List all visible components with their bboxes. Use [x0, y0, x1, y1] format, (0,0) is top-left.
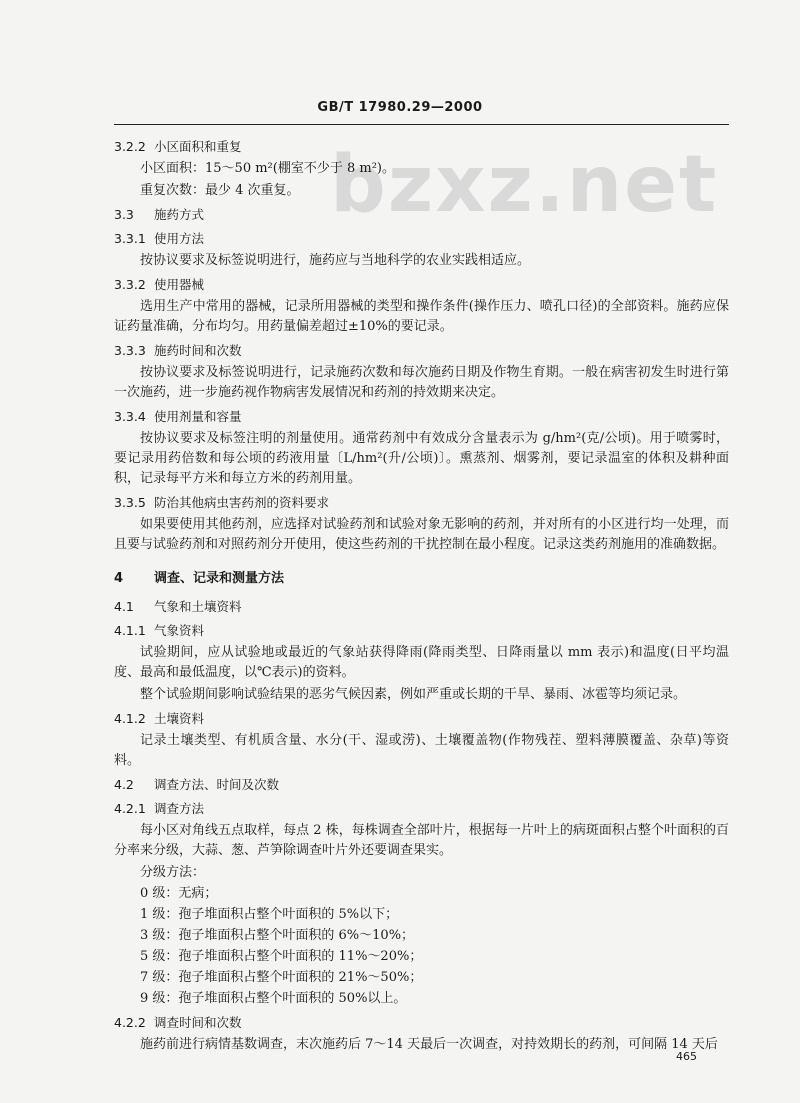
document-body [114, 133, 729, 1057]
paragraph: 按协议要求及标签说明进行，记录施药次数和每次施药日期及作物生育期。一般在病害初发生时进行第一次施药，进一步施药视作物病害发展情况和药剂的持效期来决定。 [114, 365, 729, 400]
section-title: 气象和土壤资料 [154, 599, 242, 614]
paragraph: 按协议要求及标签说明进行，施药应与当地科学的农业实践相适应。 [140, 253, 531, 268]
paragraph: 每小区对角线五点取样，每点 2 株，每株调查全部叶片，根据每一片叶上的病斑面积占整个叶面积的百分率来分级，大蒜、葱、芦笋除调查叶片外还要调查果实。 [114, 823, 729, 858]
paragraph: 重复次数：最少 4 次重复。 [140, 183, 300, 198]
paragraph: 按协议要求及标签注明的剂量使用。通常药剂中有效成分含量表示为 g/hm²(克/公顷)。用于喷雾时，要记录用药倍数和每公顷的药液用量〔L/hm²(升/公顷)〕。熏蒸剂、烟雾剂，要记录温室的体积及耕种面积，记录每平方米和每立方米的药剂用量。 [114, 431, 729, 486]
section-heading [114, 229, 729, 249]
section-number: 4 [114, 571, 124, 586]
watermark: bzxz.net [330, 140, 719, 230]
section-title: 调查、记录和测量方法 [154, 571, 285, 586]
section-heading [114, 775, 729, 795]
section-number: 3.3.1 [114, 231, 146, 246]
section-title: 小区面积和重复 [154, 139, 242, 154]
section-title: 施药时间和次数 [154, 343, 242, 358]
paragraph: 试验期间，应从试验地或最近的气象站获得降雨(降雨类型、日降雨量以 mm 表示)和温度(日平均温度、最高和最低温度，以℃表示)的资料。 [114, 645, 729, 680]
section-number: 3.3.3 [114, 343, 146, 358]
page-header: GB/T 17980.29—2000 [317, 100, 483, 115]
section-heading [114, 799, 729, 819]
section-number: 3.3.2 [114, 277, 146, 292]
section-number: 4.2 [114, 777, 134, 792]
section-number: 3.2.2 [114, 139, 146, 154]
section-heading [114, 1013, 729, 1033]
section-title: 防治其他病虫害药剂的资料要求 [154, 495, 330, 510]
section-heading [114, 569, 729, 589]
grade-item: 5 级：孢子堆面积占整个叶面积的 11%～20%； [140, 949, 423, 964]
grade-item: 9 级：孢子堆面积占整个叶面积的 50%以上。 [140, 991, 407, 1006]
section-title: 施药方式 [154, 207, 205, 222]
paragraph: 小区面积：15～50 m²(棚室不少于 8 m²)。 [140, 161, 395, 176]
grade-item: 分级方法： [140, 865, 206, 880]
section-title: 气象资料 [154, 623, 205, 638]
grade-item: 3 级：孢子堆面积占整个叶面积的 6%～10%； [140, 928, 415, 943]
paragraph: 施药前进行病情基数调查，末次施药后 7～14 天最后一次调查，对持效期长的药剂，可间隔 14 天后 [140, 1037, 718, 1052]
header-rule [114, 124, 729, 125]
page-number: 465 [676, 1050, 697, 1063]
section-number: 3.3.5 [114, 495, 146, 510]
section-title: 土壤资料 [154, 711, 205, 726]
section-title: 调查方法、时间及次数 [154, 777, 280, 792]
section-heading [114, 493, 729, 513]
section-number: 4.1 [114, 599, 134, 614]
section-title: 使用剂量和容量 [154, 409, 242, 424]
paragraph: 如果要使用其他药剂，应选择对试验药剂和试验对象无影响的药剂，并对所有的小区进行均一处理，而且要与试验药剂和对照药剂分开使用，使这些药剂的干扰控制在最小程度。记录这类药剂施用的准确数据。 [114, 517, 729, 552]
section-heading [114, 341, 729, 361]
grade-item: 7 级：孢子堆面积占整个叶面积的 21%～50%； [140, 970, 423, 985]
section-heading [114, 709, 729, 729]
paragraph: 记录土壤类型、有机质含量、水分(干、湿或涝)、土壤覆盖物(作物残茬、塑料薄膜覆盖、杂草)等资料。 [114, 733, 729, 768]
section-title: 调查时间和次数 [154, 1015, 242, 1030]
section-number: 3.3.4 [114, 409, 146, 424]
section-number: 3.3 [114, 207, 134, 222]
paragraph: 选用生产中常用的器械，记录所用器械的类型和操作条件(操作压力、喷孔口径)的全部资料。施药应保证药量准确，分布均匀。用药量偏差超过±10%的要记录。 [114, 299, 729, 334]
grade-item: 1 级：孢子堆面积占整个叶面积的 5%以下； [140, 907, 399, 922]
section-number: 4.1.1 [114, 623, 146, 638]
section-heading [114, 597, 729, 617]
section-title: 使用方法 [154, 231, 205, 246]
section-number: 4.2.2 [114, 1015, 146, 1030]
section-title: 调查方法 [154, 801, 205, 816]
section-heading [114, 275, 729, 295]
section-title: 使用器械 [154, 277, 205, 292]
section-number: 4.2.1 [114, 801, 146, 816]
paragraph: 整个试验期间影响试验结果的恶劣气候因素，例如严重或长期的干旱、暴雨、冰雹等均须记录。 [140, 687, 687, 702]
section-heading [114, 407, 729, 427]
section-heading [114, 137, 729, 157]
grade-item: 0 级：无病； [140, 886, 218, 901]
section-number: 4.1.2 [114, 711, 146, 726]
section-heading [114, 205, 729, 225]
section-heading [114, 621, 729, 641]
